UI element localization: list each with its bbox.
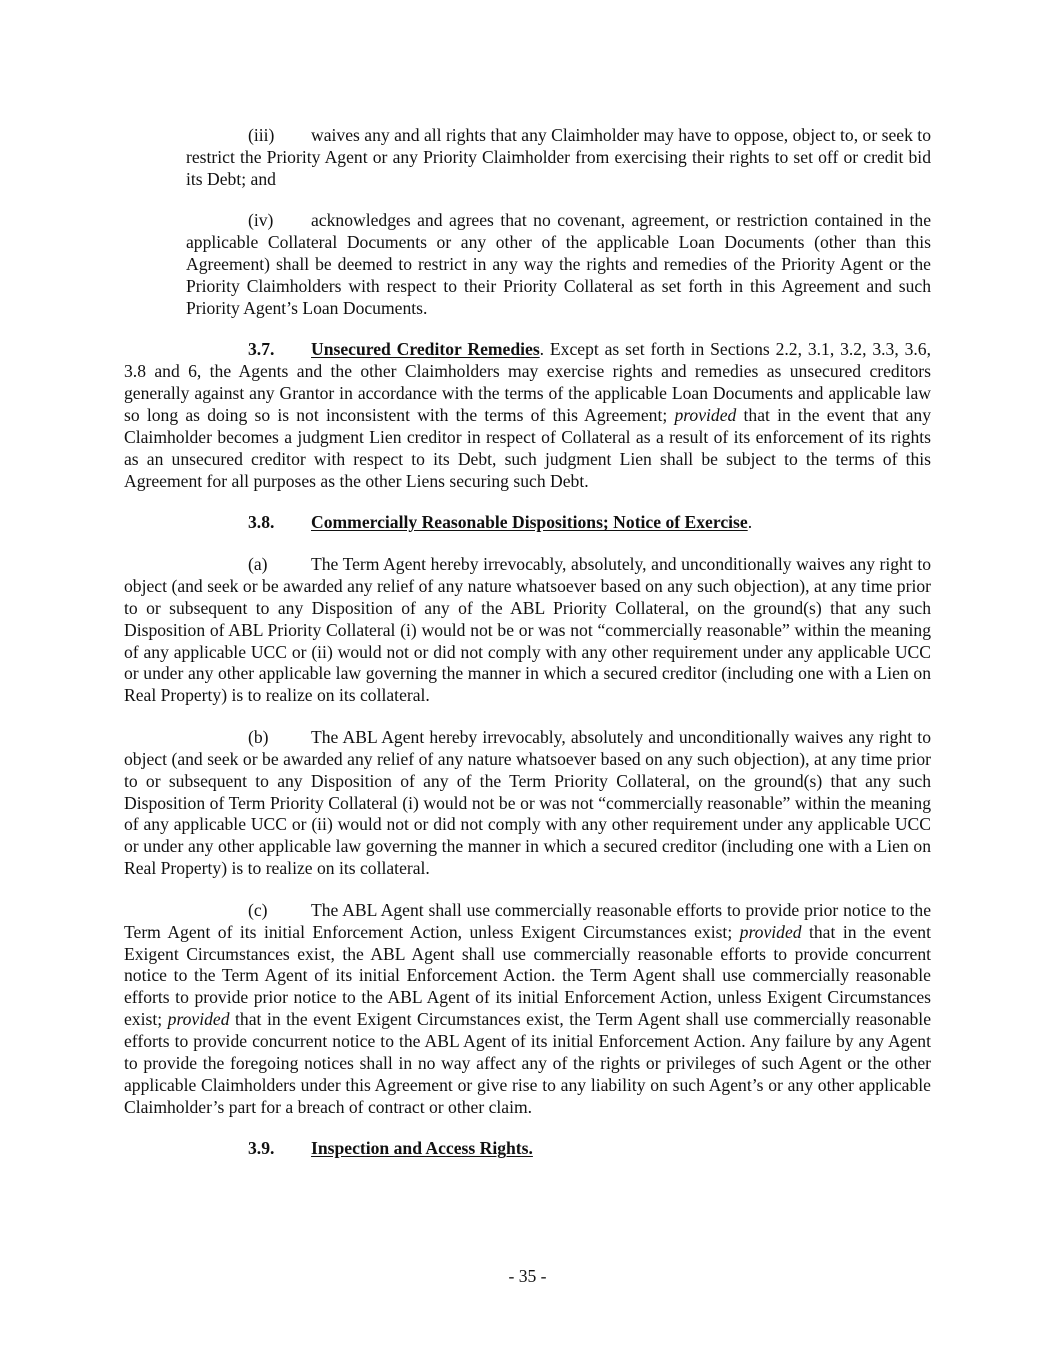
clause-c-text-3: that in the event Exigent Circumstances exist, the Term Agent shall use commercially reasonable efforts to provide concurrent notice to the ABL Agent of its initial Enforcement Action. Any failure by any Agent to provide the foregoing notices shall in no way affect any of the rights or privileges of such Agent or the other applicable Claimholders under this Agreement or give rise to any liability on such Agent’s or any other applicable Claimholder’s part for a breach of contract or other claim. xyxy=(124,1009,931,1117)
document-page xyxy=(124,125,931,1180)
clause-c-text-2: that in the event Exigent Circumstances exist, the ABL Agent shall use commercially reasonable efforts to provide concurrent notice to the Term Agent of its initial Enforcement Action. the Term Agent shall use commercially reasonable efforts to provide prior notice to the ABL Agent of its initial Enforcement Action, unless Exigent Circumstances exist; xyxy=(124,921,931,1030)
clause-c xyxy=(124,900,931,1119)
clause-c-number: (c) xyxy=(248,899,268,920)
clause-iii-number: (iii) xyxy=(248,125,275,145)
clause-a-text: The Term Agent hereby irrevocably, absolutely, and unconditionally waives any right to object (and seek or be awarded any relief of any nature whatsoever based on any such objection), at any time prior to or subsequent to any Disposition of any of the ABL Priority Collateral, on the ground(s) that any such Disposition of ABL Priority Collateral (i) would not be or was not “commercially reasonable” within the meaning of any applicable UCC or (ii) would not or did not comply with any other requirement under any applicable UCC or under any other applicable law governing the manner in which a secured creditor (including one with a Lien on Real Property) is to realize on its collateral. xyxy=(124,553,931,706)
section-3-7 xyxy=(124,339,931,492)
page-number: - 35 - xyxy=(508,1266,547,1286)
clause-b-text: The ABL Agent hereby irrevocably, absolutely and unconditionally waives any right to object (and seek or be awarded any relief of any nature whatsoever based on any such objection), at any time prior to or subsequent to any Disposition of any of the Term Priority Collateral, on the ground(s) that any such Disposition of Term Priority Collateral (i) would not be or was not “commercially reasonable” within the meaning of any applicable UCC or (ii) would not or did not comply with any other requirement under any applicable UCC or under any other applicable law governing the manner in which a secured creditor (including one with a Lien on Real Property) is to realize on its collateral. xyxy=(124,726,931,879)
section-3-7-text-before: . Except as set forth in Sections 2.2, 3.1, 3.2, 3.3, 3.6, 3.8 and 6, the Agents and the other Claimholders may exercise rights and remedies as unsecured creditors generally against any Grantor in accordance with the terms of the applicable Loan Documents and applicable law so long as doing so is not inconsistent with the terms of this Agreement; xyxy=(124,339,931,426)
clause-iv xyxy=(186,210,931,320)
section-3-9-heading xyxy=(124,1138,931,1160)
section-3-8-trail: . xyxy=(747,512,753,533)
clause-c-provided-1: provided xyxy=(739,921,802,942)
clause-a-number: (a) xyxy=(248,553,268,574)
section-3-8-title: Commercially Reasonable Dispositions; Notice of Exercise xyxy=(311,512,748,533)
section-3-7-provided: provided xyxy=(674,405,737,426)
section-3-7-title: Unsecured Creditor Remedies xyxy=(311,339,540,360)
clause-a xyxy=(124,554,931,707)
section-3-7-number: 3.7. xyxy=(248,339,275,360)
clause-c-text-1: The ABL Agent shall use commercially reasonable efforts to provide prior notice to the Term Agent of its initial Enforcement Action, unless Exigent Circumstances exist; xyxy=(124,899,931,942)
section-3-7-text-after: that in the event that any Claimholder becomes a judgment Lien creditor in respect of Collateral as a result of its enforcement of its rights as an unsecured creditor with respect to its Debt, such judgment Lien shall be subject to the terms of this Agreement for all purposes as the other Liens securing such Debt. xyxy=(124,405,931,491)
clause-iii-text: waives any and all rights that any Claimholder may have to oppose, object to, or seek to restrict the Priority Agent or any Priority Claimholder from exercising their rights to set off or credit bid its Debt; and xyxy=(186,125,931,189)
clause-b xyxy=(124,727,931,880)
clause-iv-number: (iv) xyxy=(248,210,274,231)
clause-iii xyxy=(186,125,931,191)
clause-b-number: (b) xyxy=(248,726,269,747)
section-3-8-number: 3.8. xyxy=(248,512,275,533)
section-3-9-title: Inspection and Access Rights. xyxy=(311,1138,533,1159)
clause-c-provided-2: provided xyxy=(167,1009,230,1030)
section-3-9-number: 3.9. xyxy=(248,1138,275,1159)
section-3-8-heading xyxy=(124,512,931,534)
clause-iv-text: acknowledges and agrees that no covenant, agreement, or restriction contained in the applicable Collateral Documents or any other of the applicable Loan Documents (other than this Agreement) shall be deemed to restrict in any way the rights and remedies of the Priority Agent or the Priority Claimholders with respect to their Priority Collateral as set forth in this Agreement and such Priority Agent’s Loan Documents. xyxy=(186,210,931,318)
